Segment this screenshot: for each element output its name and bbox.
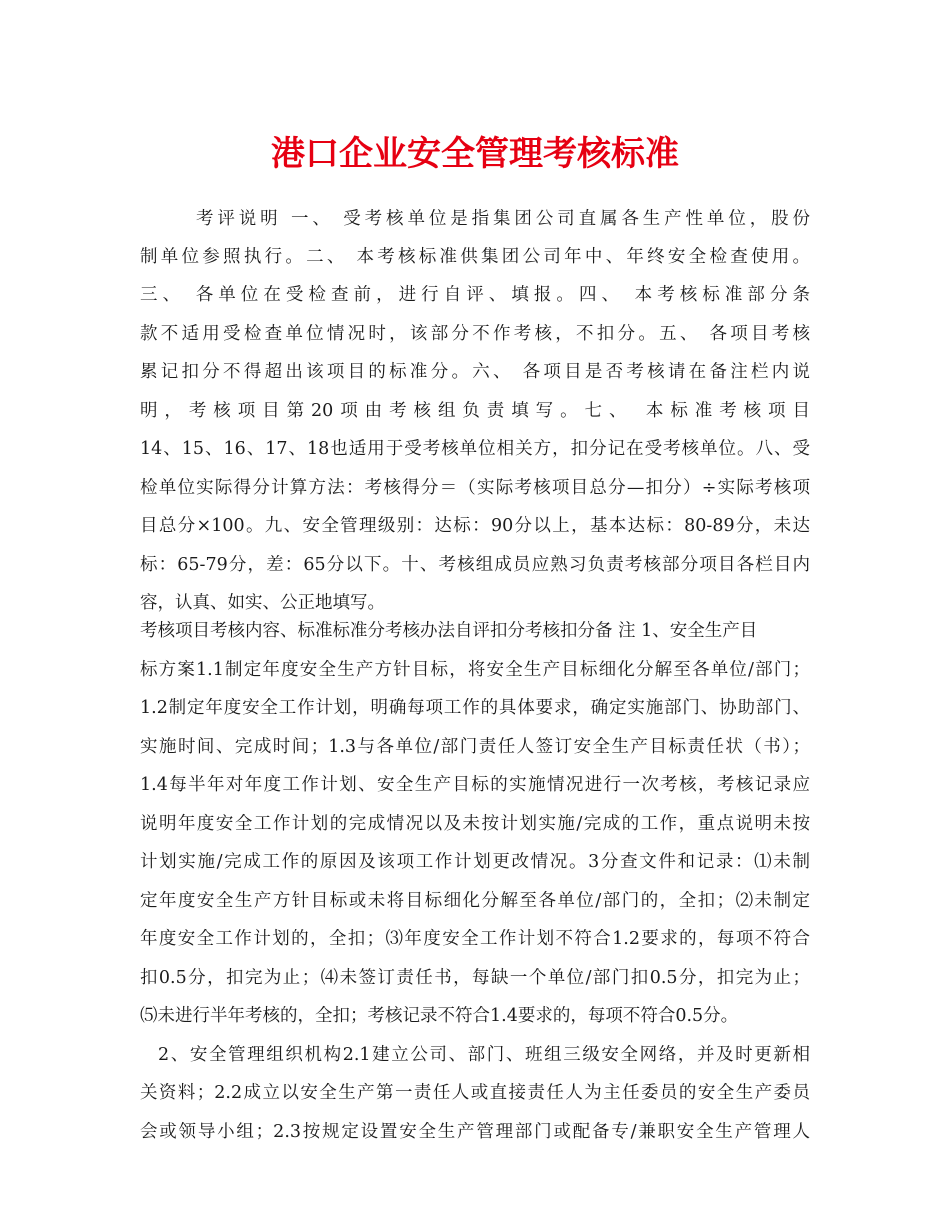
body-line: 目总分×100。九、安全管理级别：达标：90分以上，基本达标：80-89分，未达: [140, 516, 810, 536]
document-title: 港口企业安全管理考核标准: [271, 134, 679, 174]
body-line: 累记扣分不得超出该项目的标准分。六、 各项目是否考核请在备注栏内说: [140, 362, 810, 382]
body-line: 1.2制定年度安全工作计划，明确每项工作的具体要求，确定实施部门、协助部门、: [140, 698, 810, 718]
body-line: 检单位实际得分计算方法：考核得分＝（实际考核项目总分—扣分）÷实际考核项: [140, 478, 810, 498]
body-line: 14、15、16、17、18也适用于受考核单位相关方，扣分记在受考核单位。八、受: [140, 439, 810, 459]
body-line: 标方案1.1制定年度安全生产方针目标，将安全生产目标细化分解至各单位/部门；: [140, 660, 810, 680]
body-line: 会或领导小组；2.3按规定设置安全生产管理部门或配备专/兼职安全生产管理人: [140, 1122, 810, 1142]
body-line: 款不适用受检查单位情况时，该部分不作考核，不扣分。五、 各项目考核: [140, 324, 810, 344]
body-line: 实施时间、完成时间；1.3与各单位/部门责任人签订安全生产目标责任状（书）；: [140, 737, 810, 757]
body-line: 标：65-79分，差：65分以下。十、考核组成员应熟习负责考核部分项目各栏目内: [140, 555, 810, 575]
body-line: 计划实施/完成工作的原因及该项工作计划更改情况。3分查文件和记录：⑴未制: [140, 852, 810, 872]
body-line: 定年度安全生产方针目标或未将目标细化分解至各单位/部门的，全扣；⑵未制定: [140, 891, 810, 911]
body-line: 年度安全工作计划的，全扣；⑶年度安全工作计划不符合1.2要求的，每项不符合: [140, 929, 810, 949]
body-line: 考核项目考核内容、标准标准分考核办法自评扣分考核扣分备 注 1、安全生产目: [140, 621, 758, 641]
body-line: ⑸未进行半年考核的，全扣；考核记录不符合1.4要求的，每项不符合0.5分。: [140, 1006, 739, 1026]
body-line: 1.4每半年对年度工作计划、安全生产目标的实施情况进行一次考核，考核记录应: [140, 775, 810, 795]
body-line: 关资料；2.2成立以安全生产第一责任人或直接责任人为主任委员的安全生产委员: [140, 1083, 810, 1103]
body-line: 三、 各单位在受检查前，进行自评、填报。四、 本考核标准部分条: [140, 285, 810, 305]
body-line: 容，认真、如实、公正地填写。: [140, 593, 385, 613]
body-line: 制单位参照执行。二、 本考核标准供集团公司年中、年终安全检查使用。: [140, 247, 810, 267]
body-line: 明，考核项目第20项由考核组负责填写。七、 本标准考核项目: [140, 401, 810, 421]
body-line: 2、安全管理组织机构2.1建立公司、部门、班组三级安全网络，并及时更新相: [158, 1045, 810, 1065]
body-line: 扣0.5分，扣完为止；⑷未签订责任书，每缺一个单位/部门扣0.5分，扣完为止；: [140, 968, 810, 988]
body-line: 考评说明 一、 受考核单位是指集团公司直属各生产性单位，股份: [196, 209, 810, 229]
body-line: 说明年度安全工作计划的完成情况以及未按计划实施/完成的工作，重点说明未按: [140, 814, 810, 834]
